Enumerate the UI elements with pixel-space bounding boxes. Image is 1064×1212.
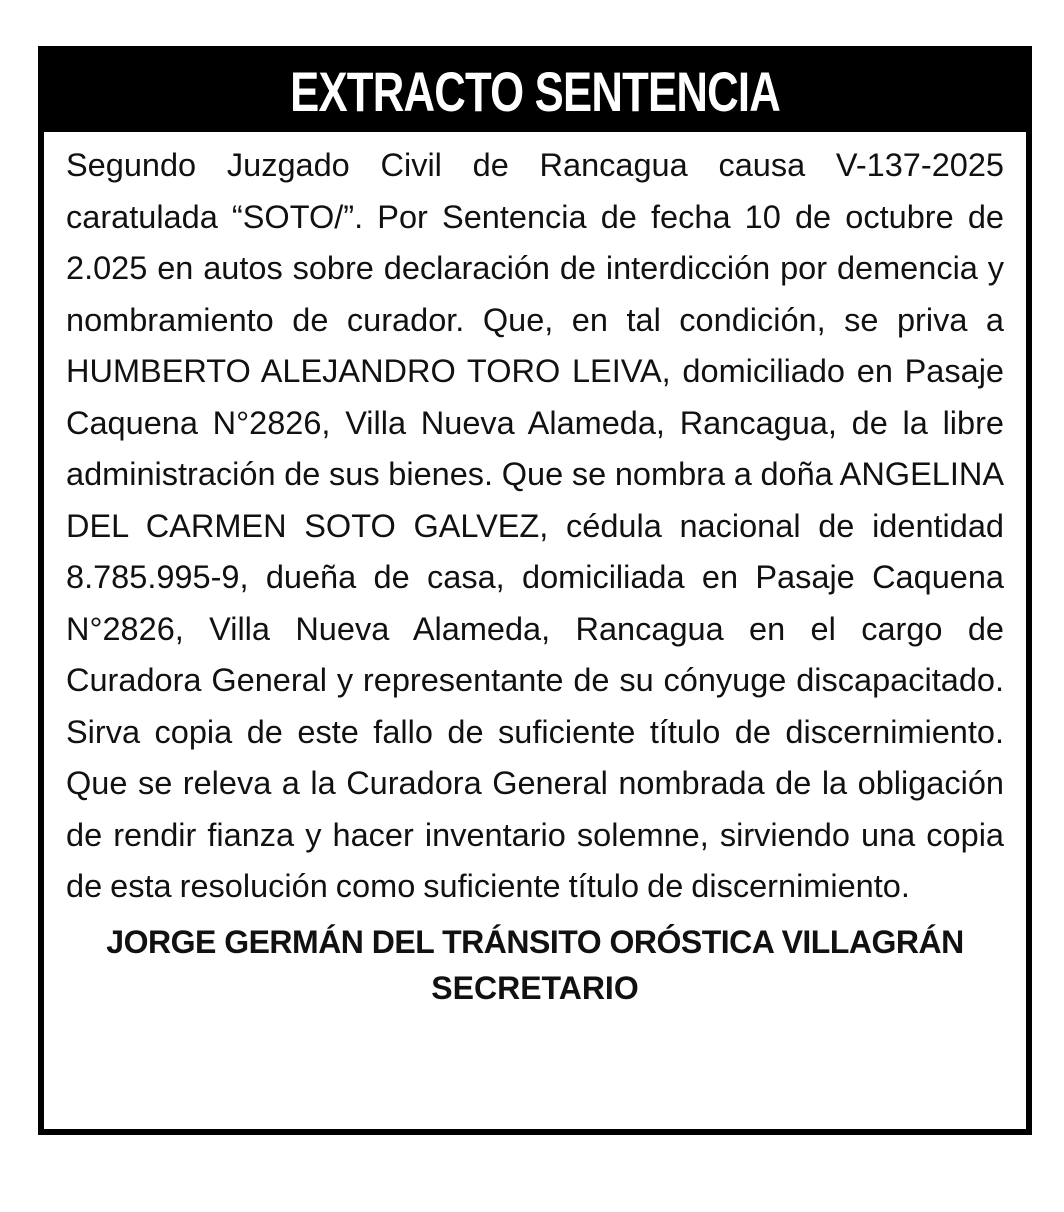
notice-title: EXTRACTO SENTENCIA <box>290 60 780 123</box>
legal-notice-box <box>38 46 1032 1135</box>
notice-body: Segundo Juzgado Civil de Rancagua causa V-137-2025 caratulada “SOTO/”. Por Sentencia de fecha 10 de octubre de 2.025 en autos sobre declaración de interdicción por demencia y nombramiento de curador. Que, en tal condición, se priva a HUMBERTO ALEJANDRO TORO LEIVA, domiciliado en Pasaje Caquena N°2826, Villa Nueva Alameda, Rancagua, de la libre administración de sus bienes. Que se nombra a doña ANGELINA DEL CARMEN SOTO GALVEZ, cédula nacional de identidad 8.785.995-9, dueña de casa, domiciliada en Pasaje Caquena N°2826, Villa Nueva Alameda, Rancagua en el cargo de Curadora General y representante de su cónyuge discapacitado. Sirva copia de este fallo de suficiente título de discernimiento. Que se releva a la Curadora General nombrada de la obligación de rendir fianza y hacer inventario solemne, sirviendo una copia de esta resolución como suficiente título de discernimiento. <box>66 147 1004 904</box>
signature-role: SECRETARIO <box>431 969 639 1006</box>
signature-block <box>66 919 1004 1011</box>
signature-name: JORGE GERMÁN DEL TRÁNSITO ORÓSTICA VILLAGRÁN <box>106 923 964 960</box>
notice-header <box>44 52 1026 132</box>
notice-content <box>44 132 1026 1011</box>
